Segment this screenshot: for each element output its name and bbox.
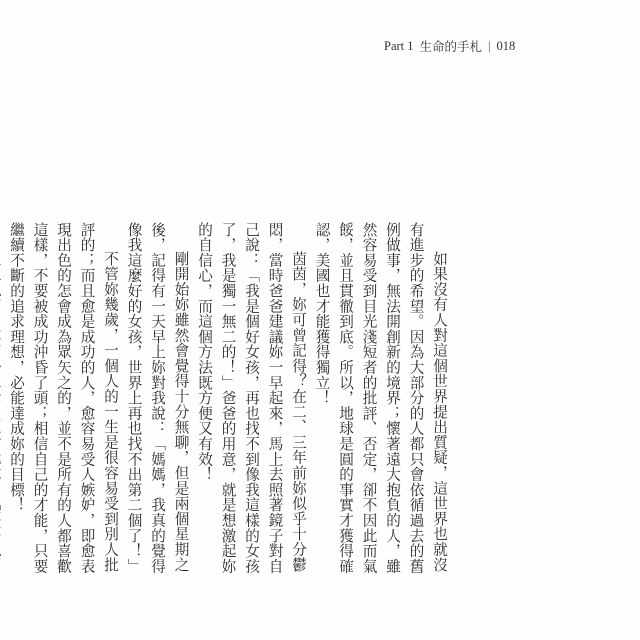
- paragraph-4: 不管妳幾歲，一個人的一生是很容易受到別人批評的；而且愈是成功的人，愈容易受人嫉妒，即愈表現出色的怎會成為眾矢之的，並不是所有的人都喜歡這樣，不要被成功沖昏了頭；相信自己的才能，只要繼續不斷的追求理想，必能達成妳的目標！: [8, 222, 119, 574]
- paragraph-2: 茵茵，妳可曾記得？在二、三年前妳似乎十分鬱悶，當時爸爸建議妳一早起來，馬上去照著鏡子對自己說：「我是個好女孩，再也找不到像我這樣的女孩了，我是獨一無二的！」爸爸的用意，就是想激起妳的自信心，而這個方法既方便又有效！: [196, 222, 307, 574]
- page-number: 018: [496, 38, 516, 53]
- paragraph-5: [0, 222, 5, 587]
- part-label: Part 1: [384, 38, 414, 53]
- running-header: [384, 37, 515, 55]
- header-separator: |: [488, 38, 491, 53]
- vertical-body-text: [0, 222, 451, 587]
- paragraph-1: 如果沒有人對這個世界提出質疑，這世界也就沒有進步的希望。因為大部分的人都只會依循過去的舊例做事，無法開創新的境界；懷著遠大抱負的人，雖然容易受到目光淺短者的批評、否定，卻不因此而氣餒，並且貫徹到底。所以，地球是圓的事實才獲得確認，美國也才能獲得獨立！: [313, 222, 448, 574]
- paragraph-3: 剛開始妳雖然會覺得十分無聊，但是兩個星期之後，記得有一天早上妳對我說：「媽媽，我真的覺得像我這麼好的女孩，世界上再也找不出第二個了！」: [125, 222, 190, 574]
- chapter-title: 生命的手札: [419, 40, 483, 54]
